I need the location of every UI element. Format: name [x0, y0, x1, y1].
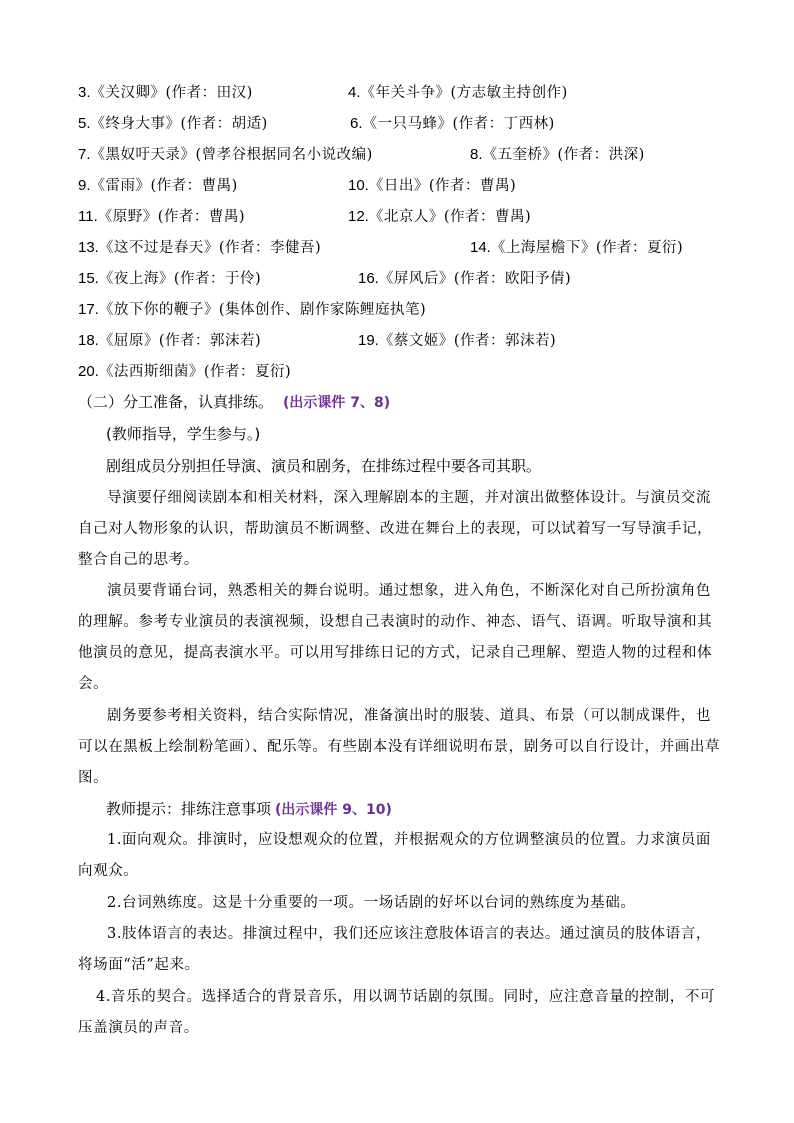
play-item: 8.《五奎桥》(作者：洪深) — [470, 146, 645, 163]
play-item: 4.《年关斗争》(方志敏主持创作) — [348, 84, 568, 101]
play-item: 5.《终身大事》(作者：胡适) — [78, 115, 268, 132]
play-item: 15.《夜上海》(作者：于伶) — [78, 270, 262, 287]
tip-4: 4.音乐的契合。选择适合的背景音乐，用以调节话剧的氛围。同时，应注意音量的控制，不可压盖演员的声音。 — [78, 989, 716, 1036]
play-item: 16.《屏风后》(作者：欧阳予倩) — [358, 270, 572, 287]
section-intro: 剧组成员分别担任导演、演员和剧务，在排练过程中要各司其职。 — [106, 457, 542, 475]
play-item: 12.《北京人》(作者：曹禺) — [348, 208, 532, 225]
tip-3: 3.肢体语言的表达。排演过程中，我们还应该注意肢体语言的表达。通过演员的肢体语言，将场面“活”起来。 — [78, 926, 711, 973]
tip-2: 2.台词熟练度。这是十分重要的一项。一场话剧的好坏以台词的熟练度为基础。 — [107, 895, 636, 911]
play-item: 7.《黑奴吁天录》(曾孝谷根据同名小说改编) — [78, 146, 373, 163]
tip-1: 1.面向观众。排演时，应设想观众的位置，并根据观众的方位调整演员的位置。力求演员面向观众。 — [78, 832, 711, 879]
section-heading: （二）分工准备，认真排练。 (出示课件 7、8) — [78, 393, 391, 411]
play-item: 18.《屈原》(作者：郭沫若) — [78, 332, 262, 349]
play-item: 6.《一只马蜂》(作者：丁西林) — [350, 115, 555, 132]
play-item: 14.《上海屋檐下》(作者：夏衍) — [470, 239, 684, 256]
play-item: 13.《这不过是春天》(作者：李健吾) — [78, 239, 322, 256]
play-item: 19.《蔡文姬》(作者：郭沫若) — [358, 332, 557, 349]
director-paragraph: 导演要仔细阅读剧本和相关材料，深入理解剧本的主题，并对演出做整体设计。与演员交流自己对人物形象的认识，帮助演员不断调整、改进在舞台上的表现，可以试着写一写导演手记，整合自己的思考。 — [78, 490, 713, 568]
play-item: 20.《法西斯细菌》(作者：夏衍) — [78, 363, 292, 380]
play-item: 10.《日出》(作者：曹禺) — [348, 177, 517, 194]
actor-paragraph: 演员要背诵台词，熟悉相关的舞台说明。通过想象，进入角色，不断深化对自己所扮演角色的理解。参考专业演员的表演视频，设想自己表演时的动作、神态、语气、语调。听取导演和其他演员的意见，提高表演水平。可以用写排练日记的方式，记录自己理解、塑造人物的过程和体会。 — [78, 583, 713, 692]
section-subtitle: (教师指导，学生参与。) — [106, 425, 261, 443]
tips-title: 教师提示：排练注意事项 (出示课件 9、10) — [106, 800, 392, 818]
play-item: 11.《原野》(作者：曹禺) — [78, 208, 246, 225]
crew-paragraph: 剧务要参考相关资料，结合实际情况，准备演出时的服装、道具、布景（可以制成课件，也可以在黑板上绘制粉笔画）、配乐等。有些剧本没有详细说明布景，剧务可以自行设计，并画出草图。 — [78, 708, 721, 786]
play-item: 9.《雷雨》(作者：曹禺) — [78, 177, 238, 194]
play-item: 17.《放下你的鞭子》(集体创作、剧作家陈鲤庭执笔) — [78, 301, 427, 318]
play-item: 3.《关汉卿》(作者：田汉) — [78, 84, 253, 101]
